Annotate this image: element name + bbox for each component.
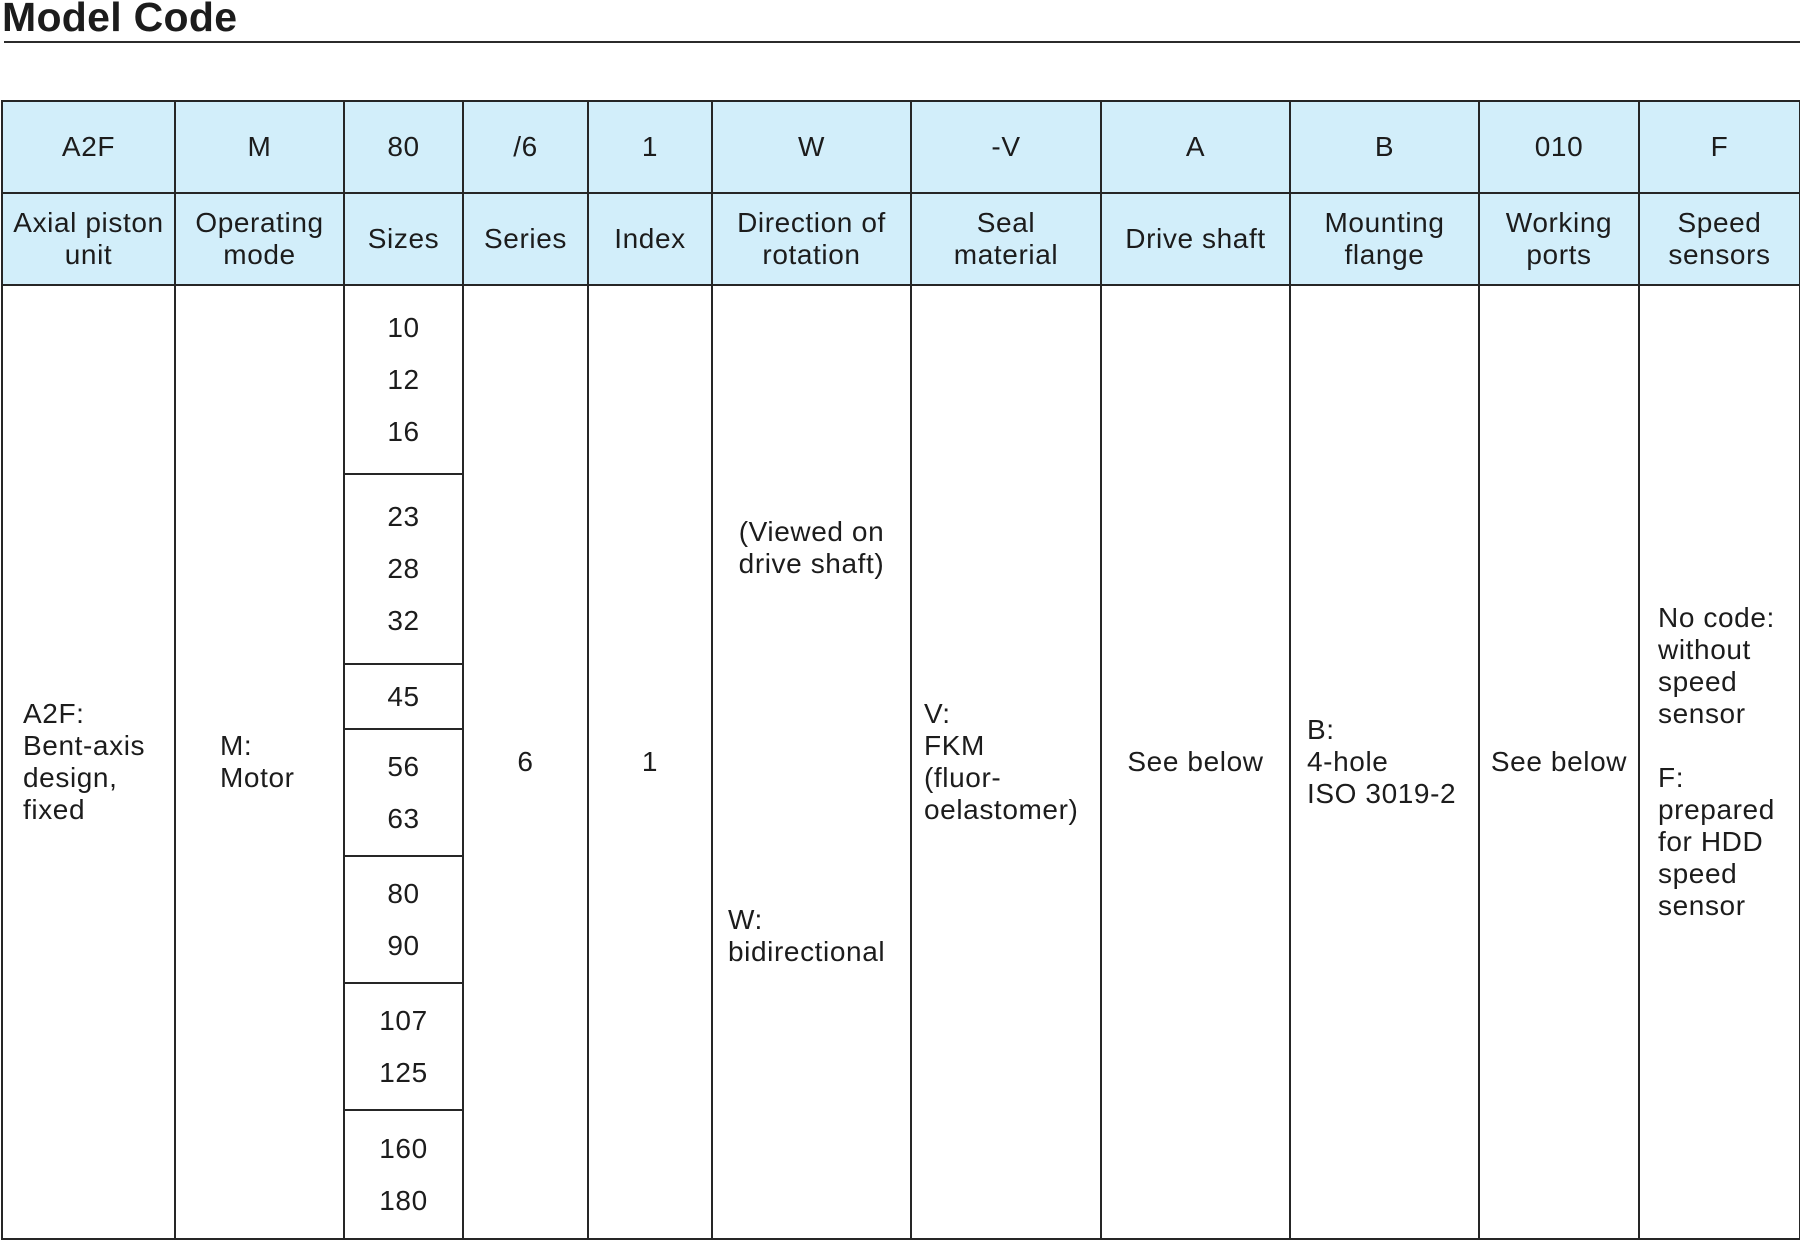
size-value: 160 <box>379 1132 428 1164</box>
cell-direction <box>712 285 911 1239</box>
size-value: 10 <box>387 311 420 343</box>
label-seal-material: Seal material <box>911 193 1101 285</box>
cell-working-ports: See below <box>1479 285 1639 1239</box>
cell-mounting-flange: B: 4-hole ISO 3019-2 <box>1290 285 1479 1239</box>
label-drive-shaft: Drive shaft <box>1101 193 1290 285</box>
size-group <box>345 473 462 663</box>
direction-note: (Viewed on drive shaft) <box>738 516 885 579</box>
code-row <box>2 101 1800 193</box>
cell-operating-mode: M: Motor <box>175 285 344 1239</box>
cell-seal-material: V: FKM (fluor- oelastomer) <box>911 285 1101 1239</box>
label-mounting-flange: Mounting flange <box>1290 193 1479 285</box>
code-size: 80 <box>344 101 463 193</box>
direction-value: W: bidirectional <box>728 904 886 967</box>
size-value: 12 <box>387 363 420 395</box>
page-title: Model Code <box>2 0 238 40</box>
label-direction: Direction of rotation <box>712 193 911 285</box>
size-value: 28 <box>387 553 420 584</box>
size-group <box>345 663 462 728</box>
size-group <box>345 982 462 1109</box>
code-direction: W <box>712 101 911 193</box>
model-code-table <box>1 100 1800 1240</box>
label-axial-piston-unit: Axial piston unit <box>2 193 175 285</box>
code-speed-sensors: F <box>1639 101 1800 193</box>
size-value: 180 <box>379 1184 428 1216</box>
label-row <box>2 193 1800 285</box>
size-value: 23 <box>387 501 420 532</box>
code-series: /6 <box>463 101 588 193</box>
code-working-ports: 010 <box>1479 101 1639 193</box>
cell-index: 1 <box>588 285 712 1239</box>
size-value: 45 <box>387 680 420 712</box>
cell-series: 6 <box>463 285 588 1239</box>
code-axial-piston-unit: A2F <box>2 101 175 193</box>
body-row <box>2 285 1800 1239</box>
code-seal: -V <box>911 101 1101 193</box>
code-operating-mode: M <box>175 101 344 193</box>
label-working-ports: Working ports <box>1479 193 1639 285</box>
sizes-list <box>345 286 462 1238</box>
cell-drive-shaft: See below <box>1101 285 1290 1239</box>
cell-sizes <box>344 285 463 1239</box>
cell-axial-piston-unit: A2F: Bent-axis design, fixed <box>2 285 175 1239</box>
label-index: Index <box>588 193 712 285</box>
size-value: 125 <box>379 1056 428 1088</box>
size-group <box>345 855 462 982</box>
size-group <box>345 1109 462 1238</box>
size-value: 63 <box>387 802 420 834</box>
speed-sensor-f: F: prepared for HDD speed sensor <box>1658 762 1775 921</box>
code-drive-shaft: A <box>1101 101 1290 193</box>
size-value: 90 <box>387 929 420 961</box>
size-value: 16 <box>387 415 420 447</box>
label-series: Series <box>463 193 588 285</box>
size-group <box>345 286 462 473</box>
code-index: 1 <box>588 101 712 193</box>
size-value: 32 <box>387 605 420 636</box>
label-speed-sensors: Speed sensors <box>1639 193 1800 285</box>
code-mounting-flange: B <box>1290 101 1479 193</box>
speed-sensor-none: No code: without speed sensor <box>1658 602 1775 729</box>
size-group <box>345 728 462 855</box>
cell-speed-sensors <box>1639 285 1800 1239</box>
size-value: 107 <box>379 1004 428 1036</box>
label-operating-mode: Operating mode <box>175 193 344 285</box>
title-divider <box>4 41 1800 43</box>
label-sizes: Sizes <box>344 193 463 285</box>
size-value: 56 <box>387 750 420 782</box>
size-value: 80 <box>387 877 420 909</box>
